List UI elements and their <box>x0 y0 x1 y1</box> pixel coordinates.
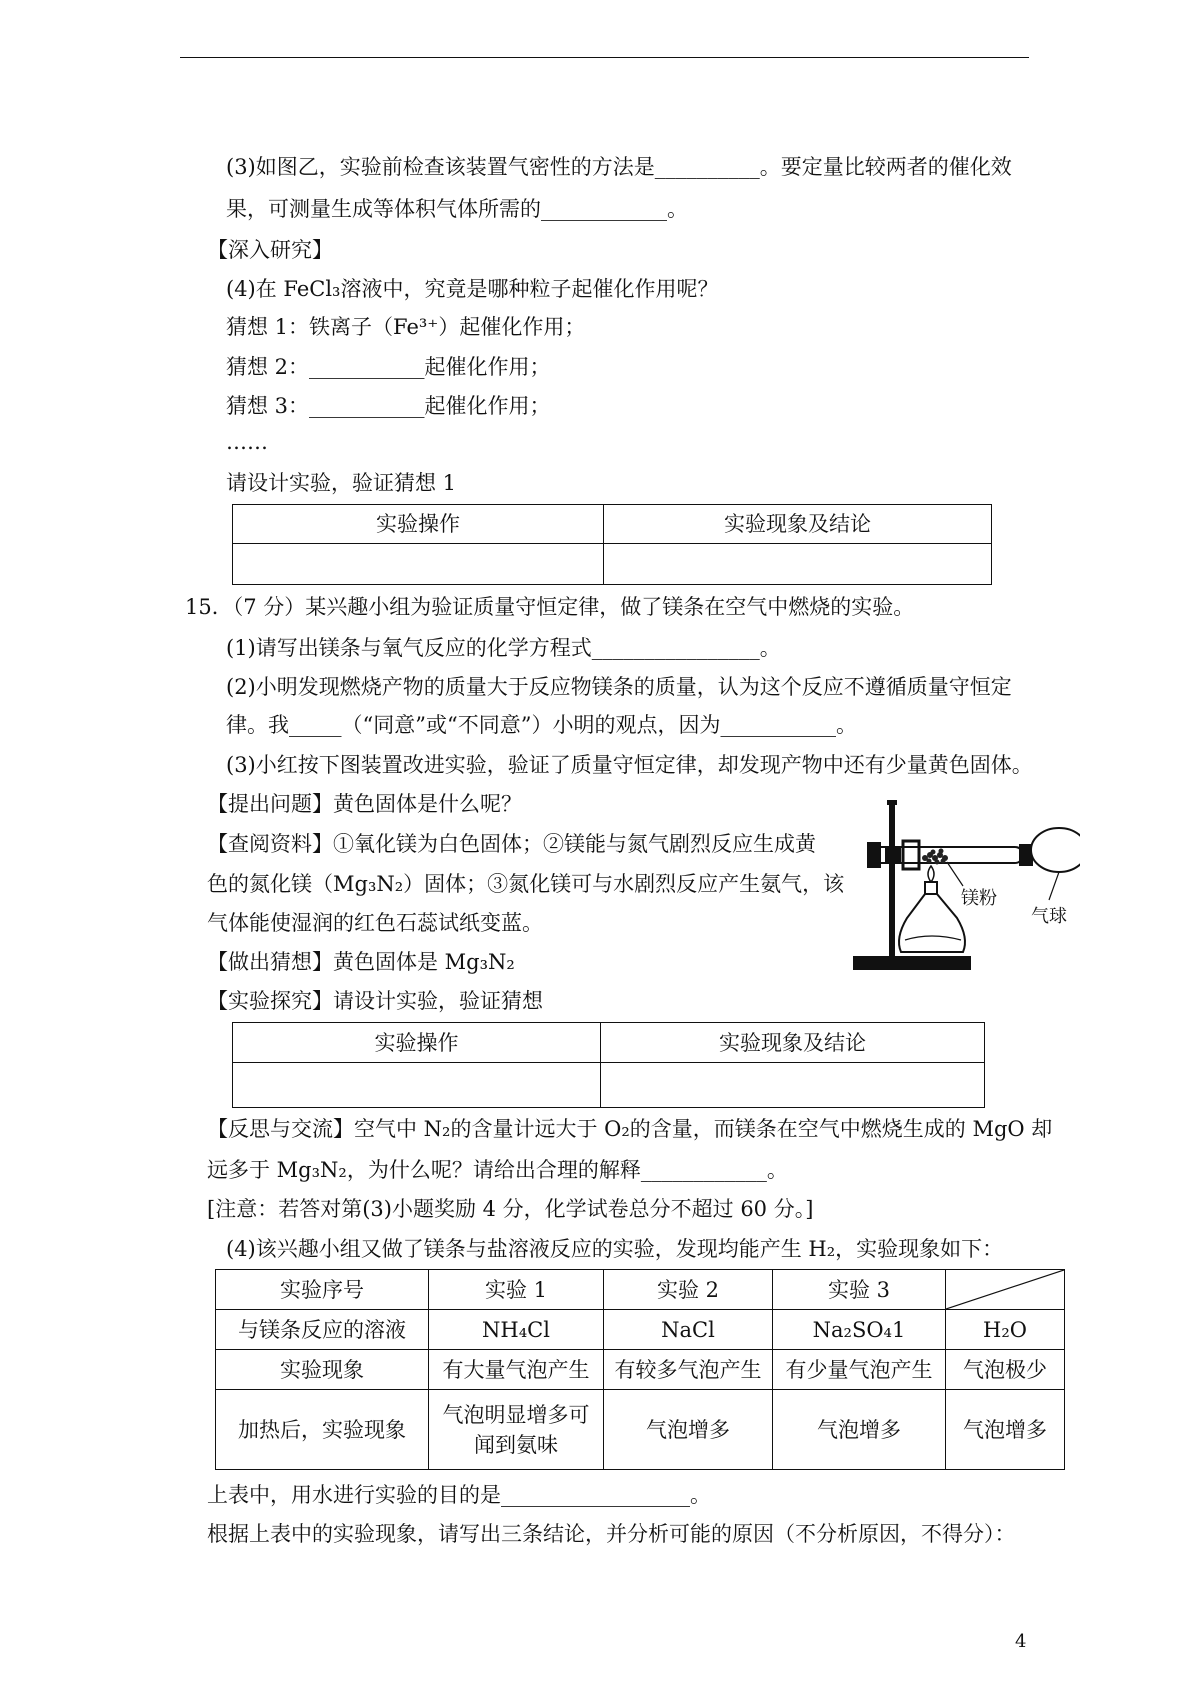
q15-note: [注意：若答对第(3)小题奖励 4 分，化学试卷总分不超过 60 分。] <box>207 1197 814 1221</box>
table-row <box>216 1350 1065 1390</box>
header-rule <box>180 57 1029 58</box>
header-exp-1: 实验 1 <box>429 1270 604 1310</box>
q14-section-heading: 【深入研究】 <box>207 238 333 262</box>
cell-solution-1: NH₄Cl <box>429 1310 604 1350</box>
table-cell-empty <box>604 544 992 585</box>
q14-guess-2: 猜想 2：___________起催化作用； <box>226 355 551 379</box>
table-row <box>216 1310 1065 1350</box>
header-exp-2: 实验 2 <box>604 1270 773 1310</box>
clamp-boss <box>885 846 901 864</box>
row-label-phenomenon: 实验现象 <box>216 1350 429 1390</box>
label-mg-powder: 镁粉 <box>961 888 997 909</box>
balloon <box>1031 828 1080 872</box>
row-label-solution: 与镁条反应的溶液 <box>216 1310 429 1350</box>
header-diagonal-cell <box>946 1270 1065 1310</box>
table-header-result: 实验现象及结论 <box>604 505 992 544</box>
table-header-result: 实验现象及结论 <box>601 1023 985 1063</box>
q15-hypothesis: 【做出猜想】黄色固体是 Mg₃N₂ <box>207 950 515 974</box>
cell-solution-2: NaCl <box>604 1310 773 1350</box>
flame <box>928 866 934 882</box>
cell-phenomenon-1: 有大量气泡产生 <box>429 1350 604 1390</box>
table-header-operation: 实验操作 <box>233 1023 601 1063</box>
header-index: 实验序号 <box>216 1270 429 1310</box>
q15-intro: 15．（7 分）某兴趣小组为验证质量守恒定律，做了镁条在空气中燃烧的实验。 <box>185 595 915 619</box>
q15-explore: 【实验探究】请设计实验，验证猜想 <box>207 989 543 1013</box>
table-header-operation: 实验操作 <box>233 505 604 544</box>
q14-part4: (4)在 FeCl₃溶液中，究竟是哪种粒子起催化作用呢？ <box>226 277 719 301</box>
q14-guess-3: 猜想 3：___________起催化作用； <box>226 394 551 418</box>
q14-guess-1: 猜想 1：铁离子（Fe³⁺）起催化作用； <box>226 315 586 339</box>
q15-results-table <box>215 1269 1065 1470</box>
q15-part2-line1: (2)小明发现燃烧产物的质量大于反应物镁条的质量，认为这个反应不遵循质量守恒定 <box>226 675 1012 699</box>
q15-question: 【提出问题】黄色固体是什么呢？ <box>207 792 522 816</box>
stand-rod <box>889 802 895 958</box>
table-cell-empty <box>233 544 604 585</box>
q15-part1: (1)请写出镁条与氧气反应的化学方程式________________。 <box>226 636 781 660</box>
table-row <box>216 1270 1065 1310</box>
cell-solution-water: H₂O <box>946 1310 1065 1350</box>
cell-heated-3: 气泡增多 <box>773 1390 946 1470</box>
q15-part4: (4)该兴趣小组又做了镁条与盐溶液反应的实验，发现均能产生 H₂，实验现象如下： <box>226 1237 1004 1261</box>
clamp-left <box>867 842 881 868</box>
q15-reflection-line-1: 【反思与交流】空气中 N₂的含量计远大于 O₂的含量，而镁条在空气中燃烧生成的 MgO 却 <box>207 1117 1053 1141</box>
cell-phenomenon-2: 有较多气泡产生 <box>604 1350 773 1390</box>
q15-reference-line-2: 色的氮化镁（Mg₃N₂）固体；③氮化镁可与水剧烈反应产生氨气，该 <box>207 872 845 896</box>
table-cell-empty <box>601 1063 985 1108</box>
cell-heated-1: 气泡明显增多可闻到氨味 <box>429 1390 604 1470</box>
header-exp-3: 实验 3 <box>773 1270 946 1310</box>
q15-reference-line-3: 气体能使湿润的红色石蕊试纸变蓝。 <box>207 911 543 935</box>
cell-heated-2: 气泡增多 <box>604 1390 773 1470</box>
cell-heated-water: 气泡增多 <box>946 1390 1065 1470</box>
q15-reference-line-1: 【查阅资料】①氧化镁为白色固体；②镁能与氮气剧烈反应生成黄 <box>207 832 816 856</box>
q15-part2-line2: 律。我_____（“同意”或“不同意”）小明的观点，因为___________。 <box>226 713 857 737</box>
q14-part3-line2: 果，可测量生成等体积气体所需的____________。 <box>226 197 688 221</box>
row-label-heated: 加热后，实验现象 <box>216 1390 429 1470</box>
q14-part3-line1: (3)如图乙，实验前检查该装置气密性的方法是__________。要定量比较两者的催化效 <box>226 155 1012 179</box>
lamp-neck <box>925 882 937 894</box>
table-row <box>216 1390 1065 1470</box>
page-number: 4 <box>1015 1631 1027 1652</box>
q14-design-prompt: 请设计实验，验证猜想 1 <box>226 471 457 495</box>
q15-experiment-table <box>232 1022 985 1108</box>
alcohol-lamp <box>899 894 965 952</box>
q14-ellipsis: …… <box>226 430 268 454</box>
q15-water-purpose: 上表中，用水进行实验的目的是__________________。 <box>207 1483 711 1507</box>
table-cell-empty <box>233 1063 601 1108</box>
q15-part3: (3)小红按下图装置改进实验，验证了质量守恒定律，却发现产物中还有少量黄色固体。 <box>226 753 1033 777</box>
stand-base <box>853 956 971 970</box>
label-balloon: 气球 <box>1031 906 1067 927</box>
q14-experiment-table <box>232 504 992 585</box>
cell-phenomenon-water: 气泡极少 <box>946 1350 1065 1390</box>
cell-phenomenon-3: 有少量气泡产生 <box>773 1350 946 1390</box>
q15-conclusions-prompt: 根据上表中的实验现象，请写出三条结论，并分析可能的原因（不分析原因，不得分）： <box>207 1522 1016 1546</box>
cell-solution-3: Na₂SO₄1 <box>773 1310 946 1350</box>
q15-reflection-line-2: 远多于 Mg₃N₂，为什么呢？请给出合理的解释____________。 <box>207 1158 788 1182</box>
apparatus-figure <box>845 800 1080 980</box>
